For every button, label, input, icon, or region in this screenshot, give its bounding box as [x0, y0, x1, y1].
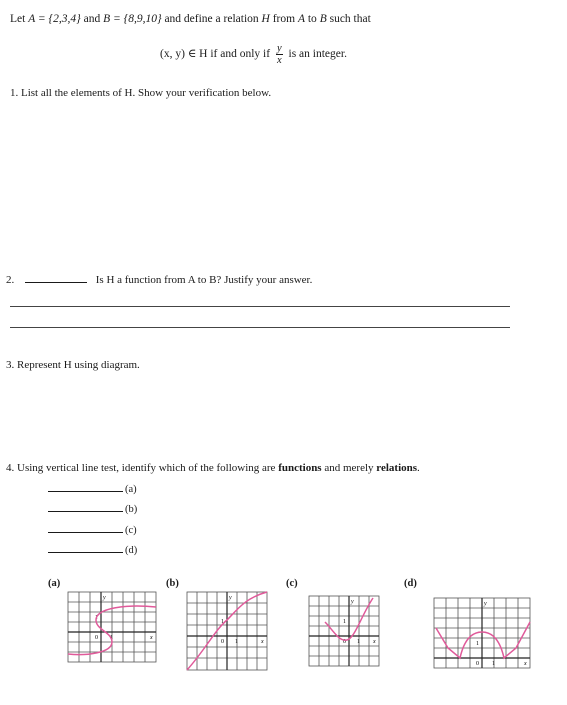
- graph-a-label: (a): [48, 578, 61, 589]
- answer-line-1[interactable]: [10, 306, 510, 307]
- answer-blank-c[interactable]: [48, 532, 123, 533]
- graph-c: [307, 594, 381, 668]
- graph-a-one-label: 1: [95, 615, 98, 621]
- condition-lhs: (x, y) ∈ H if and only if: [160, 48, 271, 61]
- graph-b-label: (b): [166, 578, 179, 589]
- graph-b-one-label: 1: [221, 619, 224, 625]
- question-4-prefix: 4. Using vertical line test, identify which of the following are: [6, 462, 276, 474]
- graph-a: [66, 590, 158, 664]
- question-2-text: Is H a function from A to B? Justify your answer.: [95, 274, 313, 286]
- answer-blank-a[interactable]: [48, 491, 123, 492]
- relation-h: H: [261, 13, 270, 25]
- graph-d-x-label: x: [524, 661, 527, 667]
- intro-from: from: [272, 13, 296, 25]
- graph-d-x-one-label: 1: [492, 661, 495, 667]
- graph-a-x-label: x: [150, 635, 153, 641]
- intro-such-that: such that: [329, 13, 371, 25]
- graph-d-one-label: 1: [476, 641, 479, 647]
- option-b: [48, 504, 137, 515]
- graph-c-x-one-label: 1: [357, 639, 360, 645]
- fraction-numerator: y: [276, 43, 282, 54]
- graph-c-x-label: x: [373, 639, 376, 645]
- intro-to: to: [307, 13, 317, 25]
- graph-d-origin-label: 0: [476, 661, 479, 667]
- question-2-number: 2.: [6, 274, 15, 286]
- fraction-denominator: x: [276, 55, 282, 66]
- option-b-label: (b): [125, 504, 138, 515]
- condition-rhs: is an integer.: [288, 48, 347, 61]
- graph-c-y-label: y: [351, 599, 354, 605]
- option-a: [48, 484, 137, 495]
- graph-d: [432, 596, 532, 670]
- graph-d-curve: [436, 622, 530, 658]
- option-d: [48, 545, 137, 556]
- graph-b-x-one-label: 1: [235, 639, 238, 645]
- intro-set-a: A: [297, 13, 305, 25]
- relation-condition: [160, 43, 347, 73]
- graph-c-one-label: 1: [343, 619, 346, 625]
- question-1: 1. List all the elements of H. Show your verification below.: [10, 87, 272, 99]
- question-4: [6, 462, 420, 474]
- keyword-functions: functions: [278, 462, 322, 474]
- option-d-label: (d): [125, 545, 138, 556]
- question-4-mid: and merely: [324, 462, 374, 474]
- fraction-y-over-x: [276, 43, 283, 66]
- intro-tail: and define a relation: [164, 13, 259, 25]
- answer-line-2[interactable]: [10, 327, 510, 328]
- graph-c-label: (c): [286, 578, 298, 589]
- set-b-definition: B = {8,9,10}: [103, 13, 162, 25]
- question-2: [6, 274, 312, 286]
- graph-d-label: (d): [404, 578, 417, 589]
- keyword-relations: relations: [376, 462, 418, 474]
- intro-let: Let: [10, 13, 26, 25]
- graph-c-origin-label: 0: [343, 639, 346, 645]
- set-a-definition: A = {2,3,4}: [28, 13, 81, 25]
- graph-d-y-label: y: [484, 601, 487, 607]
- problem-intro: [10, 13, 371, 25]
- answer-blank-d[interactable]: [48, 552, 123, 553]
- graph-a-x-one-label: 1: [110, 635, 113, 641]
- graph-b-y-label: y: [229, 595, 232, 601]
- option-a-label: (a): [125, 484, 137, 495]
- question-4-end: .: [417, 462, 420, 474]
- graph-a-y-label: y: [103, 595, 106, 601]
- graph-a-grid: [68, 592, 156, 662]
- intro-and: and: [83, 13, 101, 25]
- intro-set-b: B: [319, 13, 327, 25]
- graph-b-x-label: x: [261, 639, 264, 645]
- option-c-label: (c): [125, 525, 137, 536]
- graph-d-axes: [434, 598, 530, 668]
- answer-blank-q2[interactable]: [25, 282, 87, 283]
- question-3: 3. Represent H using diagram.: [6, 359, 140, 371]
- graph-b: [185, 590, 269, 672]
- graph-a-origin-label: 0: [95, 635, 98, 641]
- graph-b-origin-label: 0: [221, 639, 224, 645]
- answer-blank-b[interactable]: [48, 511, 123, 512]
- option-c: [48, 525, 137, 536]
